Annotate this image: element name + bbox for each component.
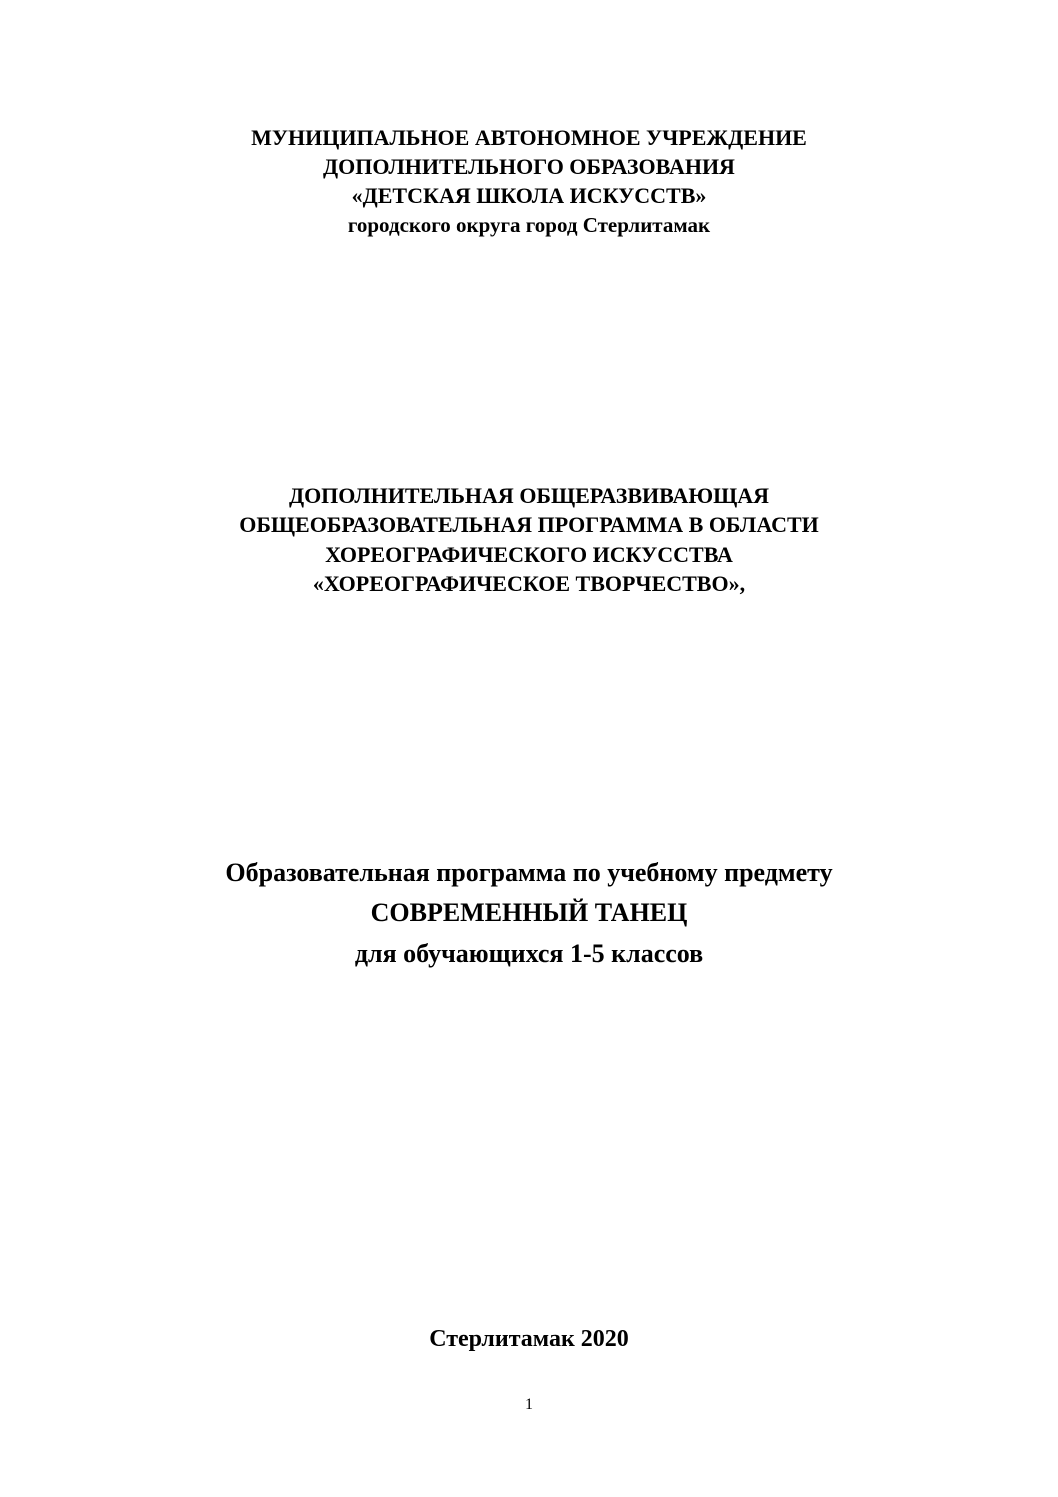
program-line-1: ДОПОЛНИТЕЛЬНАЯ ОБЩЕРАЗВИВАЮЩАЯ xyxy=(288,483,770,508)
subject-title: СОВРЕМЕННЫЙ ТАНЕЦ xyxy=(370,898,688,927)
subject-audience: для обучающихся 1-5 классов xyxy=(354,939,704,968)
institution-line-3: «ДЕТСКАЯ ШКОЛА ИСКУССТВ» xyxy=(351,183,707,208)
program-line-2: ОБЩЕОБРАЗОВАТЕЛЬНАЯ ПРОГРАММА В ОБЛАСТИ xyxy=(239,512,819,537)
program-line-3: ХОРЕОГРАФИЧЕСКОГО ИСКУССТВА xyxy=(325,542,733,567)
program-line-4: «ХОРЕОГРАФИЧЕСКОЕ ТВОРЧЕСТВО», xyxy=(312,571,746,596)
institution-line-2: ДОПОЛНИТЕЛЬНОГО ОБРАЗОВАНИЯ xyxy=(323,154,735,179)
subject-intro: Образовательная программа по учебному предмету xyxy=(225,858,833,887)
institution-line-4: городского округа город Стерлитамак xyxy=(347,213,711,237)
city-year: Стерлитамак 2020 xyxy=(429,1326,629,1352)
page-number: 1 xyxy=(525,1396,533,1413)
institution-line-1: МУНИЦИПАЛЬНОЕ АВТОНОМНОЕ УЧРЕЖДЕНИЕ xyxy=(251,125,807,150)
